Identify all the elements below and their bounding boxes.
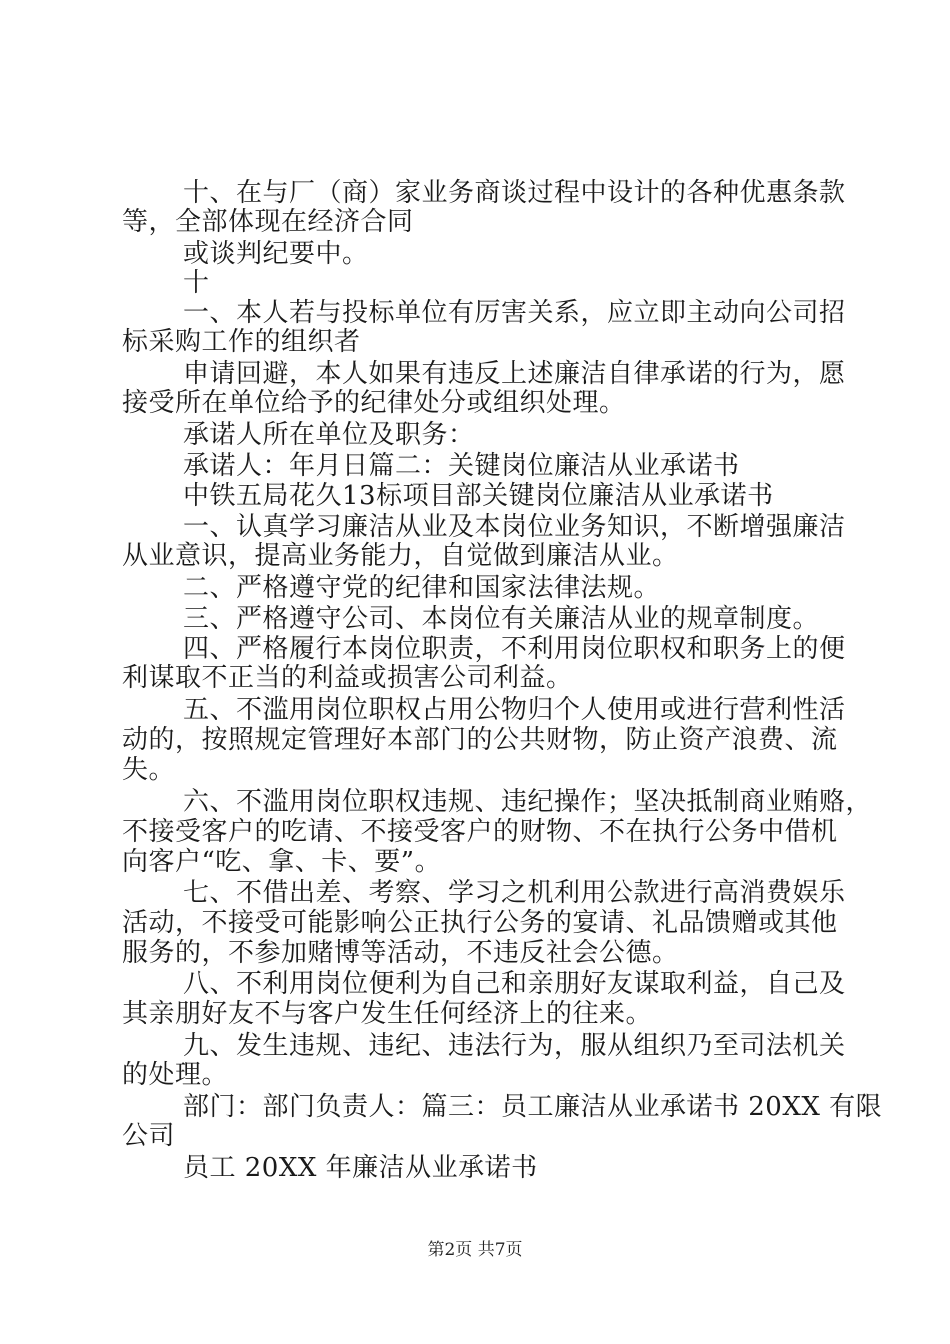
text-line: 十、在与厂（商）家业务商谈过程中设计的各种优惠条款 — [183, 178, 846, 208]
text-line: 失。 — [122, 755, 176, 785]
text-line: 八、不利用岗位便利为自己和亲朋好友谋取利益，自己及 — [183, 969, 846, 999]
text-line: 中铁五局花久13标项目部关键岗位廉洁从业承诺书 — [183, 481, 774, 511]
text-line: 四、严格履行本岗位职责，不利用岗位职权和职务上的便 — [183, 634, 846, 664]
text-line: 公司 — [122, 1121, 176, 1151]
text-line: 一、认真学习廉洁从业及本岗位业务知识，不断增强廉洁 — [183, 512, 846, 542]
text-line: 承诺人：年月日篇二：关键岗位廉洁从业承诺书 — [183, 451, 740, 481]
text-line: 活动，不接受可能影响公正执行公务的宴请、礼品馈赠或其他 — [122, 908, 838, 938]
text-line: 一、本人若与投标单位有厉害关系，应立即主动向公司招 — [183, 298, 846, 328]
text-line: 或谈判纪要中。 — [183, 239, 369, 269]
page-number: 第2页 共7页 — [427, 1240, 523, 1260]
text-line: 不接受客户的吃请、不接受客户的财物、不在执行公务中借机 — [122, 817, 838, 847]
text-line: 七、不借出差、考察、学习之机利用公款进行高消费娱乐 — [183, 878, 846, 908]
text-line: 等，全部体现在经济合同 — [122, 207, 414, 237]
text-line: 三、严格遵守公司、本岗位有关廉洁从业的规章制度。 — [183, 604, 820, 634]
text-line: 部门：部门负责人：篇三：员工廉洁从业承诺书 20XX 有限 — [183, 1092, 883, 1122]
text-line: 承诺人所在单位及职务： — [183, 420, 475, 450]
text-line: 其亲朋好友不与客户发生任何经济上的往来。 — [122, 999, 653, 1029]
text-line: 从业意识，提高业务能力，自觉做到廉洁从业。 — [122, 541, 679, 571]
text-line: 接受所在单位给予的纪律处分或组织处理。 — [122, 388, 626, 418]
text-line: 九、发生违规、违纪、违法行为，服从组织乃至司法机关 — [183, 1031, 846, 1061]
text-line: 五、不滥用岗位职权占用公物归个人使用或进行营利性活 — [183, 695, 846, 725]
text-line: 服务的，不参加赌博等活动，不违反社会公德。 — [122, 938, 679, 968]
text-line: 利谋取不正当的利益或损害公司利益。 — [122, 663, 573, 693]
text-line: 二、严格遵守党的纪律和国家法律法规。 — [183, 573, 661, 603]
text-line: 十 — [183, 268, 210, 298]
text-line: 标采购工作的组织者 — [122, 327, 361, 357]
text-line: 申请回避，本人如果有违反上述廉洁自律承诺的行为，愿 — [183, 359, 846, 389]
text-line: 员工 20XX 年廉洁从业承诺书 — [183, 1153, 538, 1183]
text-line: 动的，按照规定管理好本部门的公共财物，防止资产浪费、流 — [122, 725, 838, 755]
text-line: 向客户“吃、拿、卡、要”。 — [122, 847, 442, 877]
text-line: 的处理。 — [122, 1060, 229, 1090]
text-line: 六、不滥用岗位职权违规、违纪操作；坚决抵制商业贿赂， — [183, 787, 873, 817]
